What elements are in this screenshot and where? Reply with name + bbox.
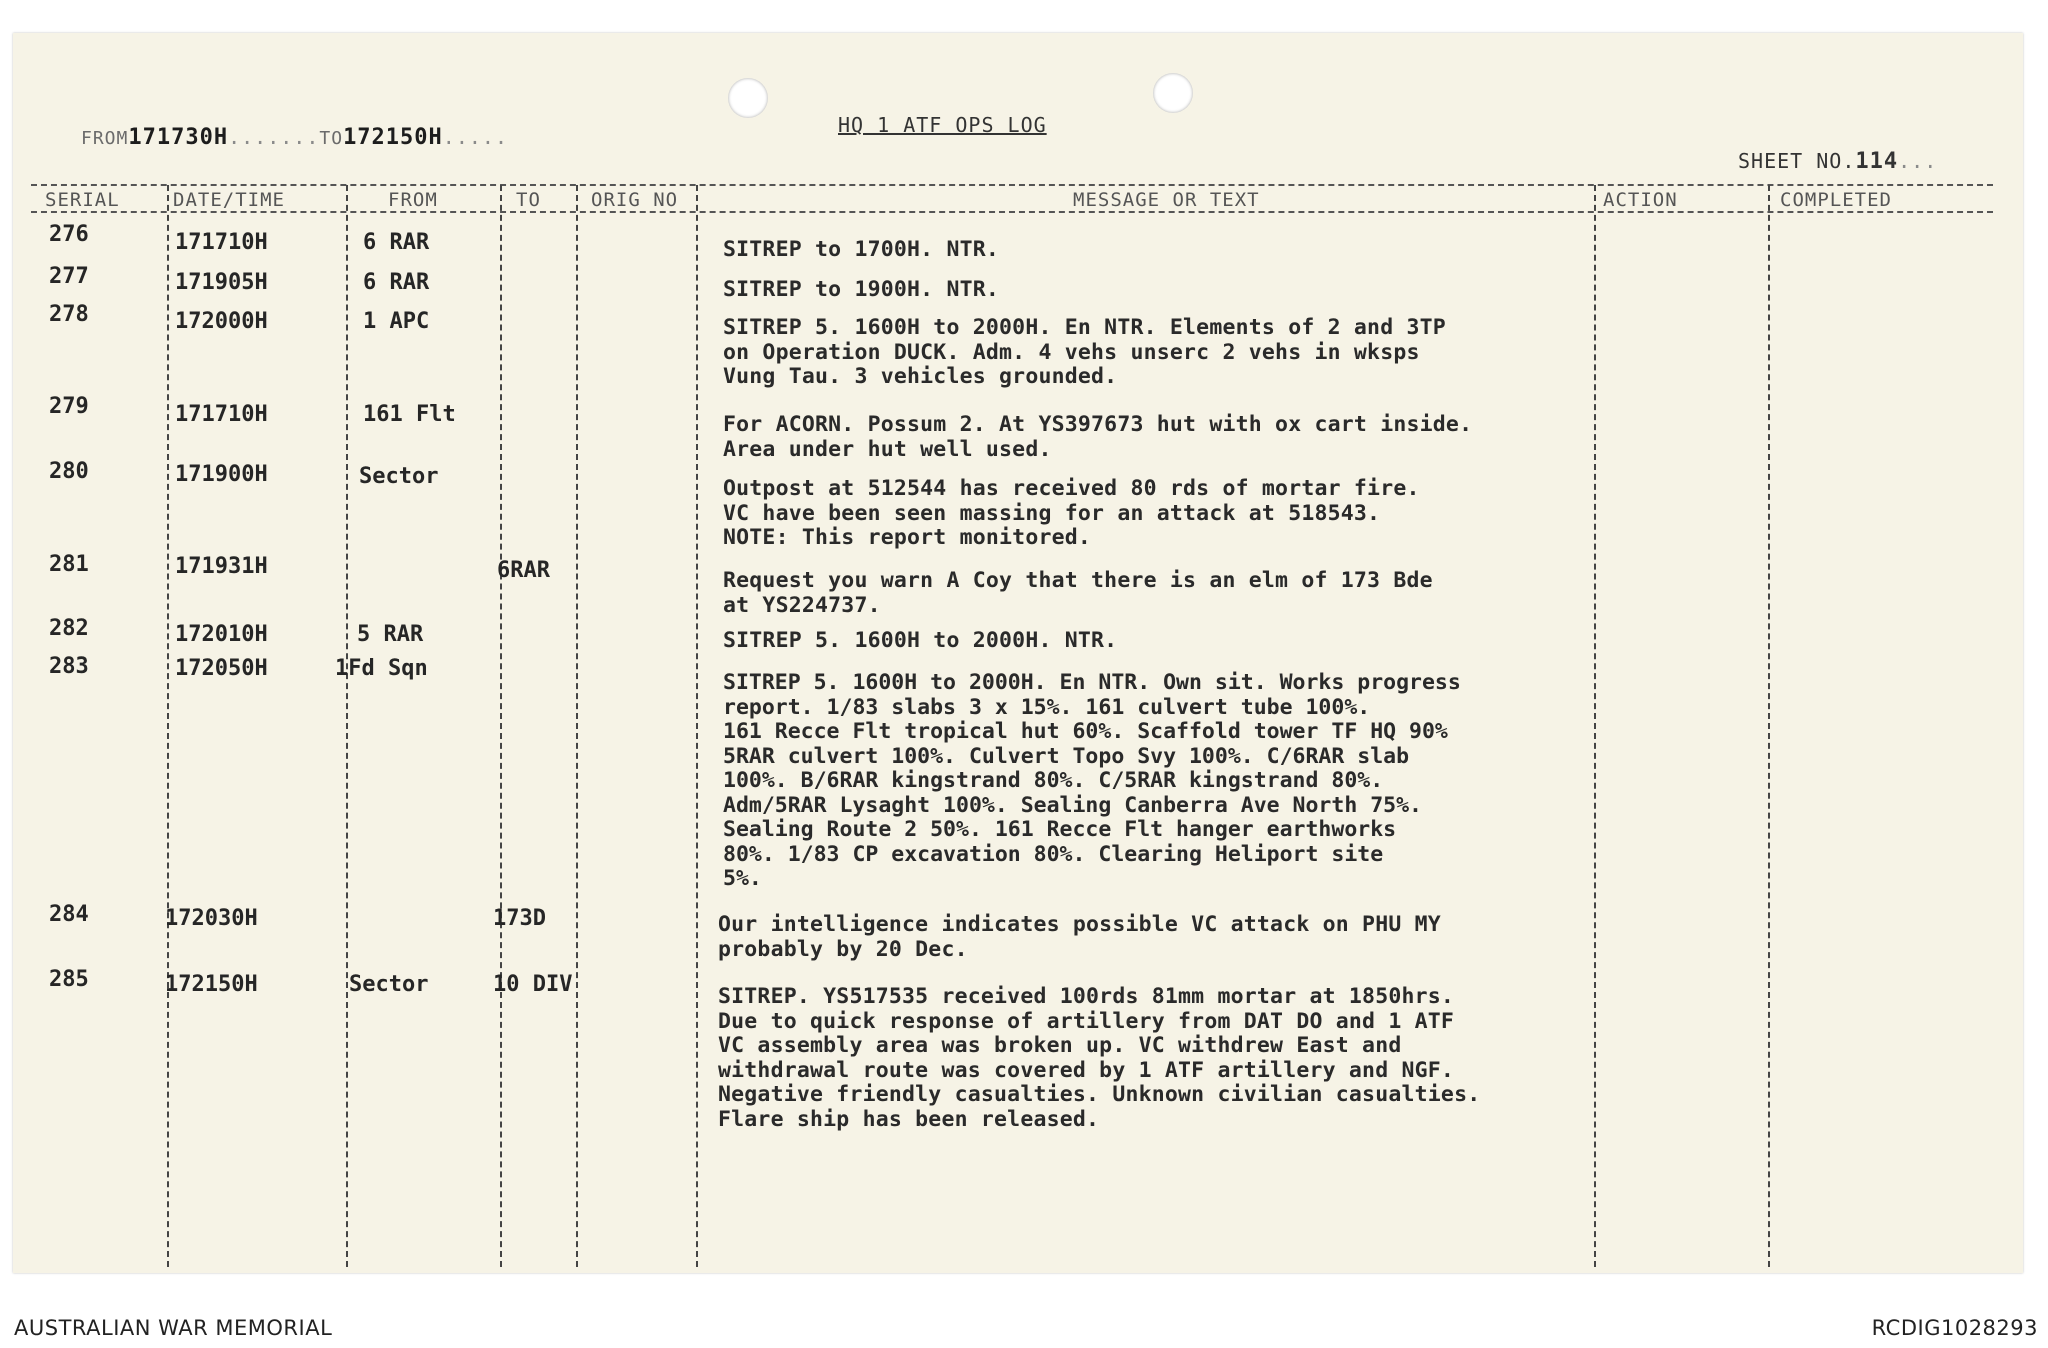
col-datetime: DATE/TIME [173, 189, 285, 211]
entry-serial: 284 [49, 902, 89, 927]
to-label: TO [319, 128, 344, 149]
from-value: 171730H [128, 125, 229, 150]
col-message: MESSAGE OR TEXT [1073, 189, 1260, 211]
entry-from: 6 RAR [363, 230, 430, 255]
entry-from: 1 APC [363, 309, 430, 334]
from-label: FROM [81, 128, 129, 149]
entry-serial: 276 [49, 222, 89, 247]
entry-serial: 280 [49, 459, 89, 484]
sheet-number: SHEET NO.114... [1738, 149, 1938, 174]
to-value: 172150H [343, 125, 443, 150]
entry-message: SITREP 5. 1600H to 2000H. NTR. [723, 628, 1118, 653]
entry-serial: 283 [49, 654, 89, 679]
col-from: FROM [388, 189, 438, 211]
entry-serial: 281 [49, 552, 89, 577]
sheet-value: 114 [1855, 149, 1899, 174]
entry-datetime: 172150H [165, 972, 258, 997]
entry-serial: 277 [49, 264, 89, 289]
entry-message: Our intelligence indicates possible VC attack on PHU MY probably by 20 Dec. [718, 912, 1441, 962]
entry-datetime: 171931H [175, 554, 268, 579]
punch-hole [1153, 73, 1193, 113]
entry-from: Sector [359, 464, 439, 489]
entry-datetime: 171900H [175, 462, 268, 487]
entry-datetime: 172010H [175, 622, 268, 647]
entry-message: SITREP. YS517535 received 100rds 81mm mortar at 1850hrs. Due to quick response of artillery from DAT DO and 1 ATF VC assembly area was broken up. VC withdrew East and withdrawal route was covered by 1 ATF artillery and NGF. Negative friendly casualties. Unknown civilian casualties. Flare ship has been released. [718, 984, 1481, 1132]
entry-to: 10 DIV [493, 972, 573, 997]
entry-to: 6RAR [497, 558, 550, 583]
header-rule-top [31, 184, 1993, 186]
col-completed: COMPLETED [1780, 189, 1892, 211]
column-divider [576, 185, 578, 1267]
footer-id: RCDIG1028293 [1871, 1316, 2038, 1340]
entry-from: 161 Flt [363, 402, 456, 427]
entry-message: SITREP to 1700H. NTR. [723, 237, 1000, 262]
entry-serial: 278 [49, 302, 89, 327]
log-sheet [13, 33, 2023, 1273]
entry-from: 1Fd Sqn [335, 656, 428, 681]
log-title: HQ 1 ATF OPS LOG [838, 113, 1047, 137]
punch-hole [728, 78, 768, 118]
column-divider [500, 185, 502, 1267]
column-divider [167, 185, 169, 1267]
entry-datetime: 171905H [175, 270, 268, 295]
column-divider [1768, 185, 1770, 1267]
entry-message: SITREP to 1900H. NTR. [723, 277, 1000, 302]
entry-datetime: 171710H [175, 230, 268, 255]
col-orig-no: ORIG NO [591, 189, 679, 211]
col-action: ACTION [1603, 189, 1678, 211]
entry-message: Request you warn A Coy that there is an elm of 173 Bde at YS224737. [723, 568, 1433, 618]
entry-from: Sector [349, 972, 429, 997]
entry-serial: 279 [49, 394, 89, 419]
entry-from: 6 RAR [363, 270, 430, 295]
entry-datetime: 172030H [165, 906, 258, 931]
header-rule-bottom [31, 211, 1993, 213]
entry-from: 5 RAR [357, 622, 424, 647]
col-serial: SERIAL [45, 189, 120, 211]
entry-serial: 282 [49, 616, 89, 641]
entry-to: 173D [493, 906, 546, 931]
entry-datetime: 172050H [175, 656, 268, 681]
column-divider [696, 185, 698, 1267]
entry-message: SITREP 5. 1600H to 2000H. En NTR. Elements of 2 and 3TP on Operation DUCK. Adm. 4 vehs unserc 2 vehs in wksps Vung Tau. 3 vehicles grounded. [723, 315, 1446, 389]
entry-message: SITREP 5. 1600H to 2000H. En NTR. Own sit. Works progress report. 1/83 slabs 3 x 15%. 161 culvert tube 100%. 161 Recce Flt tropical hut 60%. Scaffold tower TF HQ 90% 5RAR culvert 100%. Culvert Topo Svy 100%. C/6RAR slab 100%. B/6RAR kingstrand 80%. C/5RAR kingstrand 80%. Adm/5RAR Lysaght 100%. Sealing Canberra Ave North 75%. Sealing Route 2 50%. 161 Recce Flt hanger earthworks 80%. 1/83 CP excavation 80%. Clearing Heliport site 5%. [723, 670, 1461, 891]
sheet-label: SHEET NO. [1738, 149, 1856, 173]
entry-datetime: 171710H [175, 402, 268, 427]
entry-message: For ACORN. Possum 2. At YS397673 hut with ox cart inside. Area under hut well used. [723, 412, 1473, 462]
entry-serial: 285 [49, 967, 89, 992]
col-to: TO [516, 189, 541, 211]
entry-message: Outpost at 512544 has received 80 rds of mortar fire. VC have been seen massing for an attack at 518543. NOTE: This report monitored. [723, 476, 1420, 550]
column-divider [346, 185, 348, 1267]
period-from-to: FROM171730H.......TO172150H..... [81, 125, 508, 150]
footer-source: AUSTRALIAN WAR MEMORIAL [14, 1316, 333, 1340]
entry-datetime: 172000H [175, 309, 268, 334]
